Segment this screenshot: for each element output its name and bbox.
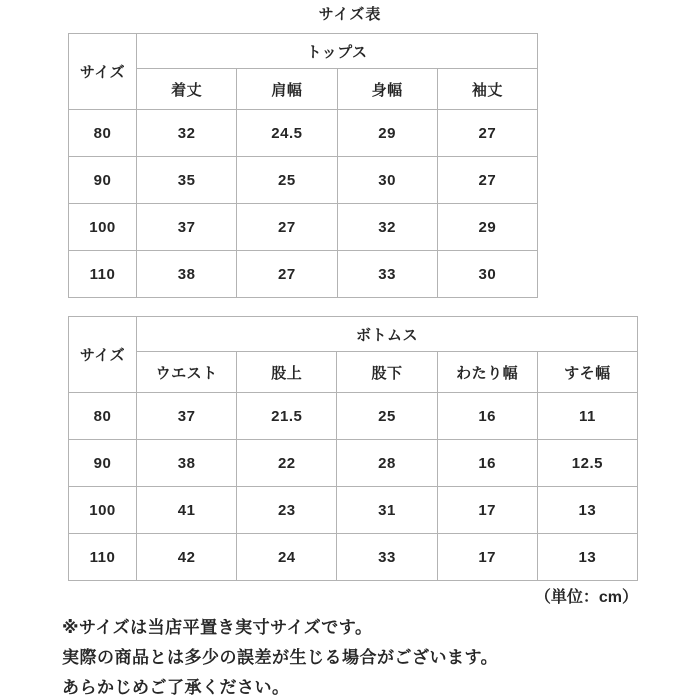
value-cell: 24 [237, 534, 337, 581]
value-cell: 33 [337, 534, 437, 581]
value-cell: 11 [537, 393, 637, 440]
value-cell: 17 [437, 487, 537, 534]
value-cell: 38 [137, 440, 237, 487]
column-header-rise: 股上 [237, 352, 337, 393]
column-header-inseam: 股下 [337, 352, 437, 393]
value-cell: 13 [537, 534, 637, 581]
table-row [69, 487, 638, 534]
note-line: ※サイズは当店平置き実寸サイズです。 [62, 618, 373, 637]
value-cell: 29 [337, 110, 437, 157]
value-cell: 32 [137, 110, 237, 157]
column-header-hem-width: すそ幅 [537, 352, 637, 393]
bottoms-group-header: ボトムス [137, 317, 638, 352]
bottoms-header-row [69, 317, 638, 352]
size-cell: 110 [69, 251, 137, 298]
value-cell: 37 [137, 204, 237, 251]
table-row [69, 534, 638, 581]
value-cell: 21.5 [237, 393, 337, 440]
value-cell: 27 [437, 157, 537, 204]
column-header-waist: ウエスト [137, 352, 237, 393]
tops-header-row [69, 34, 538, 69]
value-cell: 30 [437, 251, 537, 298]
bottoms-subheader-row [69, 352, 638, 393]
table-row [69, 204, 538, 251]
size-column-header: サイズ [69, 34, 137, 110]
size-cell: 80 [69, 393, 137, 440]
size-column-header: サイズ [69, 317, 137, 393]
column-header-thigh-width: わたり幅 [437, 352, 537, 393]
value-cell: 32 [337, 204, 437, 251]
value-cell: 23 [237, 487, 337, 534]
size-cell: 100 [69, 204, 137, 251]
value-cell: 17 [437, 534, 537, 581]
column-header-sleeve-length: 袖丈 [437, 69, 537, 110]
value-cell: 35 [137, 157, 237, 204]
table-row [69, 440, 638, 487]
table-row [69, 393, 638, 440]
tops-group-header: トップス [137, 34, 538, 69]
value-cell: 42 [137, 534, 237, 581]
value-cell: 16 [437, 393, 537, 440]
value-cell: 16 [437, 440, 537, 487]
value-cell: 13 [537, 487, 637, 534]
column-header-body-width: 身幅 [337, 69, 437, 110]
unit-label: （単位：cm） [534, 589, 638, 606]
column-header-shoulder-width: 肩幅 [237, 69, 337, 110]
tops-subheader-row [69, 69, 538, 110]
note-line: 実際の商品とは多少の誤差が生じる場合がございます。 [62, 648, 499, 667]
size-cell: 90 [69, 157, 137, 204]
page-title: サイズ表 [318, 6, 382, 23]
value-cell: 22 [237, 440, 337, 487]
value-cell: 27 [237, 204, 337, 251]
value-cell: 29 [437, 204, 537, 251]
value-cell: 41 [137, 487, 237, 534]
size-cell: 110 [69, 534, 137, 581]
value-cell: 38 [137, 251, 237, 298]
value-cell: 28 [337, 440, 437, 487]
value-cell: 27 [237, 251, 337, 298]
note-line: あらかじめご了承ください。 [62, 678, 290, 697]
bottoms-size-table [68, 316, 638, 581]
table-row [69, 110, 538, 157]
value-cell: 24.5 [237, 110, 337, 157]
disclaimer-notes [62, 613, 700, 700]
value-cell: 37 [137, 393, 237, 440]
value-cell: 12.5 [537, 440, 637, 487]
column-header-body-length: 着丈 [137, 69, 237, 110]
table-row [69, 251, 538, 298]
size-cell: 80 [69, 110, 137, 157]
size-cell: 90 [69, 440, 137, 487]
value-cell: 25 [337, 393, 437, 440]
value-cell: 27 [437, 110, 537, 157]
value-cell: 33 [337, 251, 437, 298]
value-cell: 30 [337, 157, 437, 204]
table-row [69, 157, 538, 204]
tops-size-table [68, 33, 538, 298]
size-cell: 100 [69, 487, 137, 534]
value-cell: 25 [237, 157, 337, 204]
value-cell: 31 [337, 487, 437, 534]
